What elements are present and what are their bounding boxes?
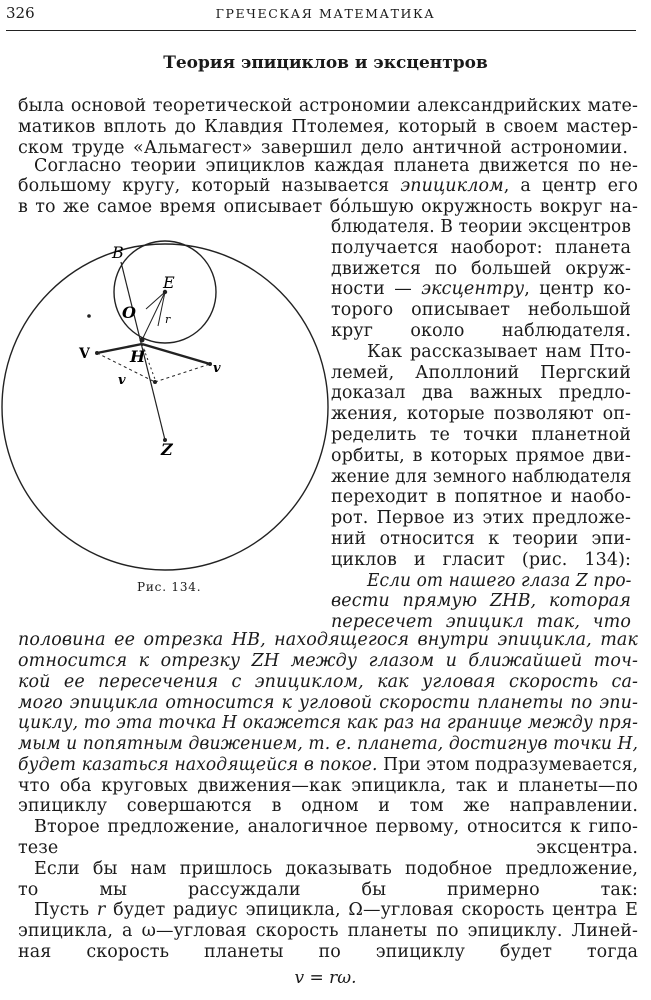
text-span: Согласно теории эпициклов каждая планета движется по не- xyxy=(34,155,638,176)
vector-v-right xyxy=(142,344,210,364)
text-span: доказал два важных предло- xyxy=(331,383,631,404)
text-span: ском труде «Альмагест» завершил дело античной астрономии. xyxy=(18,137,628,158)
line-e-h xyxy=(142,292,165,340)
text-span: ний относится к теории эпи- xyxy=(331,528,631,549)
label-v-left: V xyxy=(79,346,90,362)
label-r: r xyxy=(165,313,171,326)
italic-text: r xyxy=(96,900,106,921)
text-span: ределить те точки планетной xyxy=(331,425,631,445)
text-span: жение для земного наблюдателя xyxy=(331,466,632,487)
figure-134 xyxy=(0,232,330,582)
italic-text: Если от нашего глаза Z про- xyxy=(367,570,632,591)
text-span: матиков вплоть до Клавдия Птолемея, который в своем мастер- xyxy=(18,116,638,137)
text-span: Если бы нам пришлось доказывать подобное предложение, xyxy=(34,858,638,879)
point-h xyxy=(140,338,145,343)
text-span: циклов и гласит (рис. 134): xyxy=(331,549,631,570)
text-span: эпицикла, а ω—угловая скорость планеты по эпициклу. Линей- xyxy=(18,921,638,942)
text-span: , центр ко- xyxy=(524,279,631,300)
figure-caption: Рис. 134. xyxy=(137,580,202,594)
section-title: Теория эпициклов и эксцентров xyxy=(163,53,488,73)
text-span: ная скорость планеты по эпициклу будет тогда xyxy=(18,942,638,962)
label-h: H xyxy=(130,347,146,366)
formula: v = rω. xyxy=(294,968,357,988)
italic-text: эпициклом xyxy=(400,176,504,197)
text-span: лемей, Аполлоний Пергский xyxy=(331,362,631,383)
dotted-right xyxy=(155,364,210,382)
text-span: в то же самое время описывает бо́льшую окружность вокруг на- xyxy=(18,197,638,218)
text-span: то мы рассуждали бы примерно так: xyxy=(18,879,638,900)
text-span: блюдателя. В теории эксцентров xyxy=(331,217,632,238)
text-span: торого описывает небольшой xyxy=(331,300,631,321)
italic-text: мым и попятным движением, т. е. планета, достигнув точки H, xyxy=(18,734,639,755)
label-v-right: v xyxy=(213,361,221,376)
text-span: Как рассказывает нам Пто- xyxy=(367,341,631,362)
point-arc-mark xyxy=(87,314,91,318)
text-span: рот. Первое из этих предложе- xyxy=(331,508,631,529)
label-o: O xyxy=(122,303,136,322)
italic-text: половина ее отрезка HB, находящегося внутри эпицикла, так xyxy=(18,630,638,651)
text-span: получается наоборот: планета xyxy=(331,237,631,258)
text-span: что оба круговых движения—как эпицикла, так и планеты—по xyxy=(18,775,638,796)
dotted-left xyxy=(97,353,155,382)
italic-text: пересечет эпицикл так, что xyxy=(331,612,631,633)
text-span: ности — xyxy=(331,279,422,300)
italic-text: будет казаться находящейся в покое. xyxy=(18,754,378,775)
italic-text: эксцентру xyxy=(421,279,525,300)
text-span: большому кругу, который называется xyxy=(18,176,401,197)
italic-text: вести прямую ZHB, которая xyxy=(331,591,631,612)
text-line xyxy=(18,940,638,964)
label-z: Z xyxy=(161,440,173,459)
header-rule xyxy=(6,30,636,31)
running-title: ГРЕЧЕСКАЯ МАТЕМАТИКА xyxy=(215,6,436,21)
text-span: жения, которые позволяют оп- xyxy=(331,404,631,425)
text-span: Пусть xyxy=(34,900,97,921)
text-span: тезе эксцентра. xyxy=(18,838,638,859)
text-span: орбиты, в которых прямое дви- xyxy=(331,445,631,466)
text-span: Второе предложение, аналогичное первому, относится к гипо- xyxy=(34,817,638,838)
italic-text: циклу, то эта точка H окажется как раз на границе между пря- xyxy=(18,713,639,734)
text-span: При этом подразумевается, xyxy=(377,754,639,775)
text-span: круг около наблюдателя. xyxy=(331,321,631,342)
point-v-right xyxy=(208,362,212,366)
text-span: была основой теоретической астрономии александрийских мате- xyxy=(18,96,638,116)
label-b: B xyxy=(112,243,124,262)
text-span: эпициклу совершаются в одном и том же направлении. xyxy=(18,796,638,817)
italic-text: относится к отрезку ZH между глазом и ближайшей точ- xyxy=(18,650,638,671)
text-span: , а центр его xyxy=(503,176,638,197)
italic-text: мого эпицикла относится к угловой скорости планеты по эпи- xyxy=(18,692,638,713)
text-span: движется по большей окруж- xyxy=(331,258,631,279)
italic-text: кой ее пересечения с эпициклом, как угловая скорость са- xyxy=(18,671,638,692)
point-v-left xyxy=(95,351,99,355)
label-v-lower: v xyxy=(118,373,126,388)
page-number: 326 xyxy=(6,4,35,22)
point-v-lower xyxy=(153,380,157,384)
text-span: переходит в попятное и наобо- xyxy=(331,487,631,508)
label-e: E xyxy=(163,273,175,292)
text-span: будет радиус эпицикла, Ω—угловая скорость центра E xyxy=(105,900,638,921)
